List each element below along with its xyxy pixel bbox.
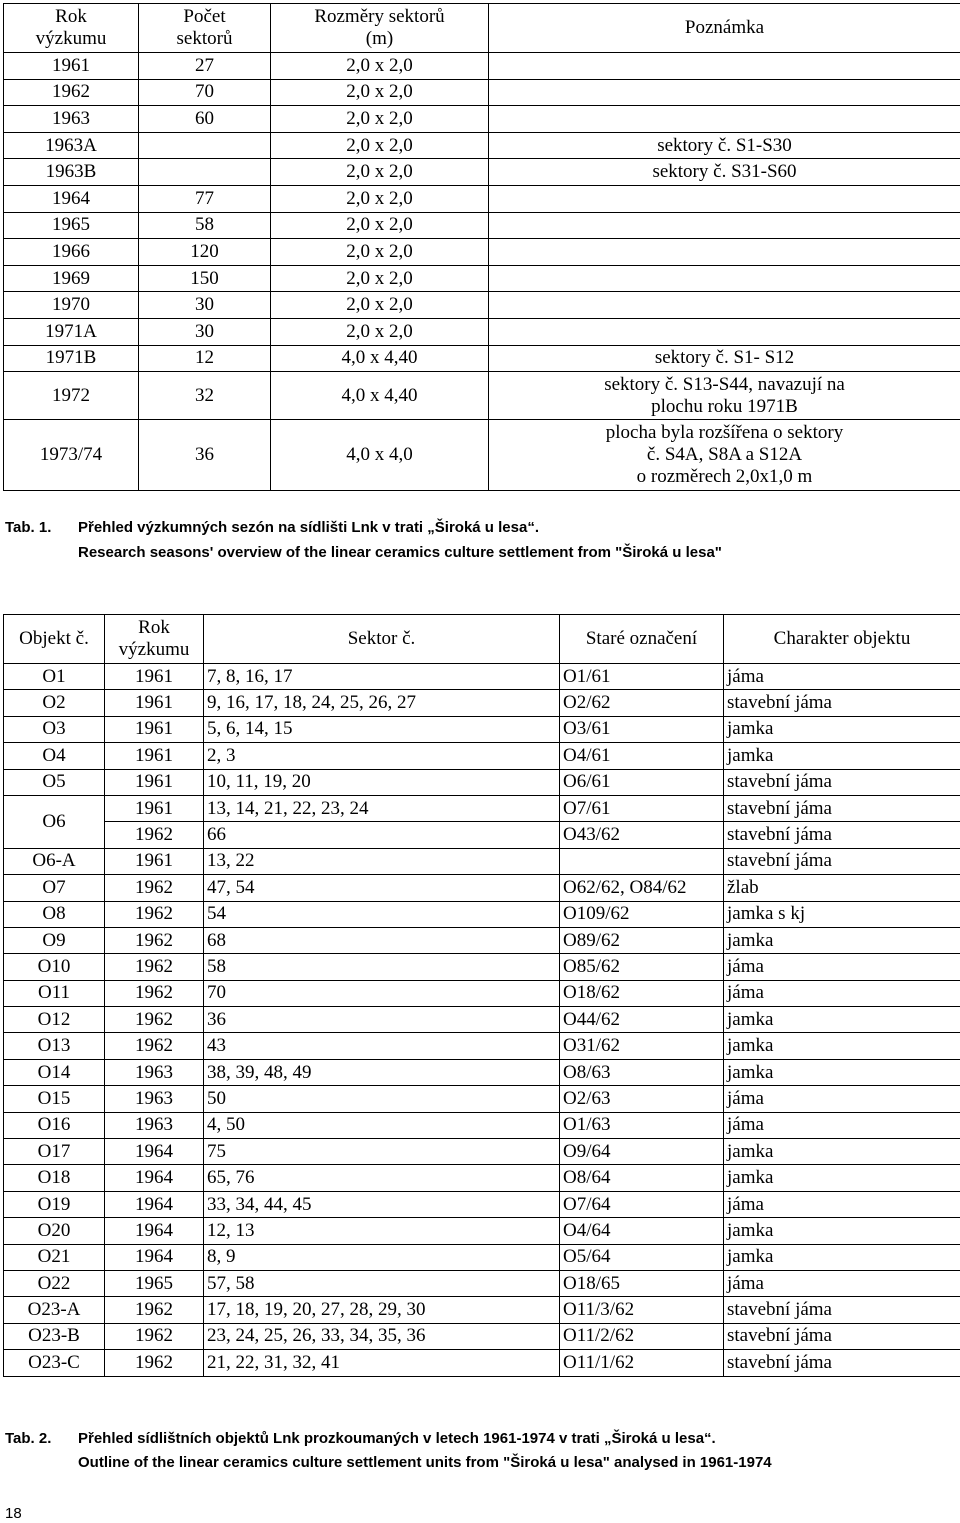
table1-cell: 1972 (4, 372, 139, 420)
table2-cell: 1964 (105, 1191, 204, 1217)
table2-cell: O9 (4, 927, 105, 953)
table2-row (4, 1218, 960, 1244)
table1-cell (489, 53, 960, 80)
table1-header-row (4, 4, 960, 53)
table1-caption-translation: Research seasons' overview of the linear ceramics culture settlement from "Široká u lesa" (78, 544, 722, 561)
table1-cell (139, 132, 271, 159)
table2-cell: O18/65 (560, 1270, 724, 1296)
table2-cell: 12, 13 (204, 1218, 560, 1244)
table2-cell: O3/61 (560, 716, 724, 742)
table2-cell: O6 (4, 795, 105, 848)
table2-cell: 36 (204, 1007, 560, 1033)
table1-cell: 150 (139, 265, 271, 292)
table2-cell: 10, 11, 19, 20 (204, 769, 560, 795)
table2-cell: O4 (4, 743, 105, 769)
table2-row (4, 690, 960, 716)
table1-cell: 1961 (4, 53, 139, 80)
table2-cell: O7 (4, 875, 105, 901)
table2-cell: O9/64 (560, 1139, 724, 1165)
table2-row (4, 1191, 960, 1217)
table2-cell: jamka (724, 1139, 960, 1165)
table2-cell: 5, 6, 14, 15 (204, 716, 560, 742)
table1-caption-label: Tab. 1. (5, 519, 52, 536)
research-seasons-table (3, 3, 960, 491)
table1-cell: 32 (139, 372, 271, 420)
table2-cell: O10 (4, 954, 105, 980)
table2-cell: 1963 (105, 1086, 204, 1112)
table2-cell: O11 (4, 980, 105, 1006)
table1-cell (489, 318, 960, 345)
table2-cell: 7, 8, 16, 17 (204, 664, 560, 690)
table2-cell: O6/61 (560, 769, 724, 795)
table2-caption-title: Přehled sídlištních objektů Lnk prozkoumaných v letech 1961-1974 v trati „Široká u lesa“. (78, 1430, 716, 1447)
table1-cell (489, 79, 960, 106)
table2-cell: stavební jáma (724, 795, 960, 821)
table2-cell: 8, 9 (204, 1244, 560, 1270)
table1-cell: 2,0 x 2,0 (271, 212, 489, 239)
table2-header-cell: Sektor č. (204, 615, 560, 664)
table1-row (4, 420, 960, 491)
table2-cell: O7/61 (560, 795, 724, 821)
table2-cell: 1962 (105, 1297, 204, 1323)
table2-row (4, 795, 960, 821)
table2-cell: stavební jáma (724, 690, 960, 716)
table2-row (4, 1270, 960, 1296)
table2-cell: 43 (204, 1033, 560, 1059)
table2-cell (560, 848, 724, 874)
table2-cell: 9, 16, 17, 18, 24, 25, 26, 27 (204, 690, 560, 716)
table2-cell: 1962 (105, 1350, 204, 1376)
table1-cell: 1965 (4, 212, 139, 239)
table2-cell: O7/64 (560, 1191, 724, 1217)
table2-cell: 57, 58 (204, 1270, 560, 1296)
table2-cell: O21 (4, 1244, 105, 1270)
table1-cell: 1970 (4, 292, 139, 319)
table2-cell: 1961 (105, 716, 204, 742)
table1-cell: 2,0 x 2,0 (271, 106, 489, 133)
table2-cell: jáma (724, 1086, 960, 1112)
table1-cell: sektory č. S13-S44, navazují na plochu roku 1971B (489, 372, 960, 420)
settlement-objects-table (3, 614, 960, 1377)
table2-cell: stavební jáma (724, 1323, 960, 1349)
table1-cell: 2,0 x 2,0 (271, 132, 489, 159)
table2-cell: O1 (4, 664, 105, 690)
table2-cell: stavební jáma (724, 1297, 960, 1323)
table1-cell: 2,0 x 2,0 (271, 79, 489, 106)
table2-cell: jáma (724, 1191, 960, 1217)
table1-cell: 1963A (4, 132, 139, 159)
table2-cell: O23-B (4, 1323, 105, 1349)
table2-cell: 1962 (105, 1323, 204, 1349)
table1-row (4, 318, 960, 345)
table1-cell: 4,0 x 4,0 (271, 420, 489, 491)
table2-row (4, 1350, 960, 1376)
table1-cell: sektory č. S31-S60 (489, 159, 960, 186)
table1-cell (489, 292, 960, 319)
table2-cell: stavební jáma (724, 848, 960, 874)
table2-cell: O89/62 (560, 927, 724, 953)
table1-cell: 70 (139, 79, 271, 106)
table2-cell: O13 (4, 1033, 105, 1059)
table2-cell: O18 (4, 1165, 105, 1191)
table2-cell: 1961 (105, 690, 204, 716)
table1-row (4, 265, 960, 292)
table1-header-cell: Rok výzkumu (4, 4, 139, 53)
table1-cell (489, 212, 960, 239)
table1-cell: 1962 (4, 79, 139, 106)
table2-header-cell: Charakter objektu (724, 615, 960, 664)
table2-cell: 50 (204, 1086, 560, 1112)
table2-cell: O109/62 (560, 901, 724, 927)
table2-cell: O17 (4, 1139, 105, 1165)
table2-cell: jamka (724, 1059, 960, 1085)
table2-cell: O3 (4, 716, 105, 742)
table2-cell: O6-A (4, 848, 105, 874)
page-number: 18 (5, 1505, 22, 1522)
table2-row (4, 1165, 960, 1191)
table2-cell: 58 (204, 954, 560, 980)
table2-cell: 66 (204, 822, 560, 848)
table1-row (4, 185, 960, 212)
table1-cell: 1963B (4, 159, 139, 186)
table1-cell: sektory č. S1-S30 (489, 132, 960, 159)
table2-cell: O22 (4, 1270, 105, 1296)
table1-cell: 1971A (4, 318, 139, 345)
table1-cell: 60 (139, 106, 271, 133)
table2-cell: O85/62 (560, 954, 724, 980)
table2-cell: stavební jáma (724, 822, 960, 848)
table2-cell: O23-A (4, 1297, 105, 1323)
table1-cell: 1971B (4, 345, 139, 372)
table1-cell: 2,0 x 2,0 (271, 318, 489, 345)
table2-cell: O1/63 (560, 1112, 724, 1138)
table2-cell: jáma (724, 1270, 960, 1296)
table2-row (4, 1112, 960, 1138)
table2-row (4, 848, 960, 874)
table2-row (4, 875, 960, 901)
table2-cell: 1963 (105, 1059, 204, 1085)
table2-cell: 1964 (105, 1165, 204, 1191)
table1-header-cell: Rozměry sektorů (m) (271, 4, 489, 53)
table2-cell: O1/61 (560, 664, 724, 690)
table2-cell: 1964 (105, 1218, 204, 1244)
table2-header-cell: Staré označení (560, 615, 724, 664)
table2-row (4, 980, 960, 1006)
table2-cell: 1961 (105, 795, 204, 821)
table1-cell: 2,0 x 2,0 (271, 265, 489, 292)
table1-row (4, 212, 960, 239)
table2-cell: O2 (4, 690, 105, 716)
table2-cell: 1962 (105, 1007, 204, 1033)
table2-cell: 1962 (105, 822, 204, 848)
table2-row (4, 1033, 960, 1059)
table1-cell: 4,0 x 4,40 (271, 372, 489, 420)
table2-row (4, 1323, 960, 1349)
table1-cell: 1963 (4, 106, 139, 133)
table2-cell: 1964 (105, 1139, 204, 1165)
table2-header-row (4, 615, 960, 664)
table1-cell: 30 (139, 292, 271, 319)
table2-cell: O5/64 (560, 1244, 724, 1270)
table2-cell: 1962 (105, 901, 204, 927)
table1-cell: 58 (139, 212, 271, 239)
table2-cell: jamka (724, 1007, 960, 1033)
table2-cell: jamka s kj (724, 901, 960, 927)
table2-cell: 1962 (105, 980, 204, 1006)
table2-cell: jamka (724, 716, 960, 742)
table2-cell: jamka (724, 1218, 960, 1244)
table2-cell: 33, 34, 44, 45 (204, 1191, 560, 1217)
table2-cell: O8 (4, 901, 105, 927)
table2-cell: 2, 3 (204, 743, 560, 769)
table2-cell: O4/61 (560, 743, 724, 769)
table2-cell: O14 (4, 1059, 105, 1085)
table2-cell: O4/64 (560, 1218, 724, 1244)
table2-row (4, 1297, 960, 1323)
table1-cell: 30 (139, 318, 271, 345)
table2-cell: 1961 (105, 769, 204, 795)
table2-cell: 1962 (105, 875, 204, 901)
table2-row (4, 1086, 960, 1112)
table2-cell: 1961 (105, 743, 204, 769)
table1-row (4, 345, 960, 372)
table1-cell: 1964 (4, 185, 139, 212)
table1-cell: 2,0 x 2,0 (271, 159, 489, 186)
table2-cell: jamka (724, 743, 960, 769)
table1-cell (139, 159, 271, 186)
table1-cell (489, 185, 960, 212)
table1-cell: sektory č. S1- S12 (489, 345, 960, 372)
table2-cell: 38, 39, 48, 49 (204, 1059, 560, 1085)
table1-cell: 2,0 x 2,0 (271, 185, 489, 212)
table2-cell: O23-C (4, 1350, 105, 1376)
table2-cell: O31/62 (560, 1033, 724, 1059)
table2-row (4, 927, 960, 953)
table2-cell: jamka (724, 927, 960, 953)
table2-cell: 21, 22, 31, 32, 41 (204, 1350, 560, 1376)
table2-cell: 75 (204, 1139, 560, 1165)
table1-row (4, 372, 960, 420)
table2-cell: jáma (724, 954, 960, 980)
table2-row (4, 1244, 960, 1270)
table2-cell: 13, 14, 21, 22, 23, 24 (204, 795, 560, 821)
table2-cell: 1964 (105, 1244, 204, 1270)
table1-cell: 77 (139, 185, 271, 212)
table1-row (4, 53, 960, 80)
table2-cell: 13, 22 (204, 848, 560, 874)
table2-cell: jáma (724, 664, 960, 690)
table2-cell: 1963 (105, 1112, 204, 1138)
table2-row (4, 1007, 960, 1033)
table1-cell: 12 (139, 345, 271, 372)
table2-cell: 1961 (105, 848, 204, 874)
table2-cell: 1961 (105, 664, 204, 690)
table2-cell: O16 (4, 1112, 105, 1138)
table2-row (4, 1059, 960, 1085)
table1-cell: 2,0 x 2,0 (271, 292, 489, 319)
table1-cell (489, 265, 960, 292)
table1-cell: 2,0 x 2,0 (271, 53, 489, 80)
table1-cell: 1973/74 (4, 420, 139, 491)
table1-cell: 36 (139, 420, 271, 491)
table2-caption-label: Tab. 2. (5, 1430, 52, 1447)
table2-cell: 1962 (105, 1033, 204, 1059)
table2-cell: O11/1/62 (560, 1350, 724, 1376)
table2-cell: O2/63 (560, 1086, 724, 1112)
table2-cell: 47, 54 (204, 875, 560, 901)
table1-cell: 4,0 x 4,40 (271, 345, 489, 372)
table1-row (4, 239, 960, 266)
table2-cell: O20 (4, 1218, 105, 1244)
table2-cell: 1962 (105, 954, 204, 980)
table2-cell: O19 (4, 1191, 105, 1217)
table2-header-cell: Objekt č. (4, 615, 105, 664)
table2-cell: O15 (4, 1086, 105, 1112)
table1-cell (489, 239, 960, 266)
table2-cell: O5 (4, 769, 105, 795)
table1-header-cell: Počet sektorů (139, 4, 271, 53)
table2-cell: O62/62, O84/62 (560, 875, 724, 901)
table2-row (4, 822, 960, 848)
table2-cell: O8/63 (560, 1059, 724, 1085)
table2-cell: 23, 24, 25, 26, 33, 34, 35, 36 (204, 1323, 560, 1349)
table2-cell: stavební jáma (724, 769, 960, 795)
table1-cell (489, 106, 960, 133)
table2-row (4, 743, 960, 769)
table2-cell: O12 (4, 1007, 105, 1033)
table2-cell: 17, 18, 19, 20, 27, 28, 29, 30 (204, 1297, 560, 1323)
table2-cell: O8/64 (560, 1165, 724, 1191)
table1-row (4, 292, 960, 319)
table2-cell: jamka (724, 1244, 960, 1270)
table2-cell: O2/62 (560, 690, 724, 716)
table2-row (4, 1139, 960, 1165)
table1-header-cell: Poznámka (489, 4, 960, 53)
table2-row (4, 954, 960, 980)
table2-row (4, 716, 960, 742)
table2-cell: O11/3/62 (560, 1297, 724, 1323)
table1-cell: 1969 (4, 265, 139, 292)
table2-cell: O43/62 (560, 822, 724, 848)
table2-cell: jamka (724, 1165, 960, 1191)
table1-cell: plocha byla rozšířena o sektory č. S4A, S8A a S12A o rozměrech 2,0x1,0 m (489, 420, 960, 491)
table1-cell: 2,0 x 2,0 (271, 239, 489, 266)
table2-cell: jamka (724, 1033, 960, 1059)
table1-row (4, 132, 960, 159)
table2-caption-translation: Outline of the linear ceramics culture settlement units from "Široká u lesa" analysed in 1961-1974 (78, 1454, 772, 1471)
table2-row (4, 769, 960, 795)
table2-cell: jáma (724, 980, 960, 1006)
table1-row (4, 106, 960, 133)
table2-cell: 68 (204, 927, 560, 953)
table2-row (4, 664, 960, 690)
table2-cell: 1962 (105, 927, 204, 953)
table2-cell: 65, 76 (204, 1165, 560, 1191)
table2-row (4, 901, 960, 927)
table1-cell: 1966 (4, 239, 139, 266)
table2-cell: O18/62 (560, 980, 724, 1006)
table1-cell: 120 (139, 239, 271, 266)
table1-caption-title: Přehled výzkumných sezón na sídlišti Lnk v trati „Široká u lesa“. (78, 519, 539, 536)
table2-header-cell: Rok výzkumu (105, 615, 204, 664)
table1-row (4, 159, 960, 186)
table2-cell: stavební jáma (724, 1350, 960, 1376)
table2-cell: O11/2/62 (560, 1323, 724, 1349)
table2-cell: O44/62 (560, 1007, 724, 1033)
table2-cell: žlab (724, 875, 960, 901)
table2-cell: 4, 50 (204, 1112, 560, 1138)
table2-cell: 1965 (105, 1270, 204, 1296)
table2-cell: 54 (204, 901, 560, 927)
table1-cell: 27 (139, 53, 271, 80)
table2-cell: 70 (204, 980, 560, 1006)
table1-row (4, 79, 960, 106)
table2-cell: jáma (724, 1112, 960, 1138)
